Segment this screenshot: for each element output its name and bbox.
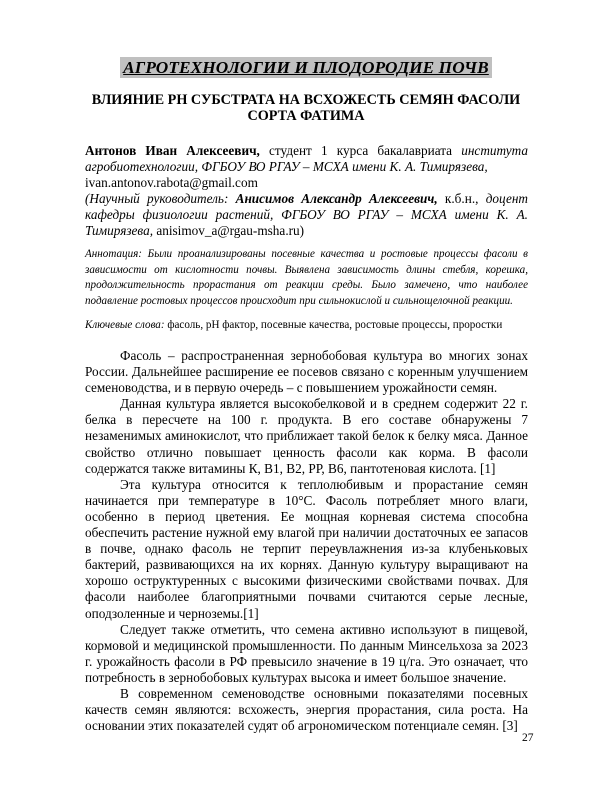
article-title-line-2: СОРТА ФАТИМА: [247, 108, 365, 124]
author-role: студент 1 курса бакалавриата: [259, 143, 462, 158]
paragraph: Данная культура является высокобелковой и в среднем содержит 22 г. белка в пересчете на 100 г. продукта. В его составе обнаружены 7 незаменимых аминокислот, что приближает такой белок к белку мяса. Данное свойство отлично повышает ценность фасоли как корма. В фасоли содержатся также витамины К, В1, В2, РР, В6, пантотеновая кислота. [1]: [85, 396, 528, 476]
supervisor-affiliation: доцент кафедры физиологии растений, ФГБОУ ВО РГАУ – МСХА имени К. А. Тимирязева,: [85, 191, 528, 239]
page-number: 27: [522, 732, 534, 744]
keywords-label: Ключевые слова:: [85, 319, 165, 331]
supervisor-prefix: (Научный руководитель:: [85, 191, 236, 207]
author-affiliation: института агробиотехнологии, ФГБОУ ВО РГАУ – МСХА имени К. А. Тимирязева,: [85, 143, 528, 175]
paragraph: Следует также отметить, что семена активно используют в пищевой, кормовой и медицинской промышленности. По данным Минсельхоза за 2023 г. урожайность фасоли в РФ превысило значение в 19 ц/га. Это означает, что потребность в зернобобовых культурах высока и имеет большое значение.: [85, 621, 528, 685]
annotation-block: [85, 247, 528, 309]
author-name: Антонов Иван Алексеевич,: [85, 143, 260, 158]
supervisor-suffix: ): [299, 223, 305, 239]
article-title: [80, 92, 532, 124]
article-title-line-1: ВЛИЯНИЕ РН СУБСТРАТА НА ВСХОЖЕСТЬ СЕМЯН ФАСОЛИ: [91, 92, 521, 108]
keywords-block: [85, 318, 528, 333]
supervisor-info: [85, 191, 528, 239]
paragraph: В современном семеноводстве основными показателями посевных качеств семян являются: всхожесть, энергия прорастания, сила роста. На основании этих показателей судят об агрономическом потенциале семян. [3]: [85, 685, 528, 734]
supervisor-name: Анисимов Александр Алексеевич,: [235, 191, 438, 207]
paragraph: Эта культура относится к теплолюбивым и прорастание семян начинается при температуре в 10°С. Фасоль потребляет много влаги, особенно в период цветения. Ее мощная корневая система способна обеспечить растение нужной ему влагой при наличии достаточных ее запасов в почве, однако фасоль не терпит переувлажнения из-за клубеньковых бактерий, развивающихся на их корнях. Данную культуру выращивают на хорошо оструктуренных с высокими физическими свойствами почвах. Для фасоли наиболее благоприятными почвами считаются серые лесные, оподзоленные и черноземы.[1]: [85, 476, 528, 621]
author-info: [85, 143, 528, 191]
author-block: [85, 143, 528, 240]
annotation-label: Аннотация:: [85, 248, 142, 260]
section-header: [0, 57, 612, 78]
body-text: [85, 348, 528, 734]
supervisor-degree: к.б.н.,: [437, 191, 486, 207]
section-header-text: АГРОТЕХНОЛОГИИ И ПЛОДОРОДИЕ ПОЧВ: [120, 57, 492, 78]
keywords-text: фасоль, pH фактор, посевные качества, ростовые процессы, проростки: [164, 319, 503, 331]
author-email[interactable]: ivan.antonov.rabota@gmail.com: [85, 175, 258, 191]
paragraph: Фасоль – распространенная зернобобовая культура во многих зонах России. Дальнейшее расширение ее посевов связано с коренным улучшением семеноводства, и в первую очередь – с повышением урожайности семян.: [85, 348, 528, 396]
supervisor-email[interactable]: anisimov_a@rgau-msha.ru: [153, 223, 300, 239]
annotation-text: Были проанализированы посевные качества и ростовые процессы фасоли в зависимости от кислотности почвы. Выявлена зависимость длины стебля, корешка, продолжительность прорастания от реакции среды. Было замечено, что наиболее подавление ростовых процессов происходит при сильнокислой и сильнощелочной реакции.: [85, 248, 528, 307]
